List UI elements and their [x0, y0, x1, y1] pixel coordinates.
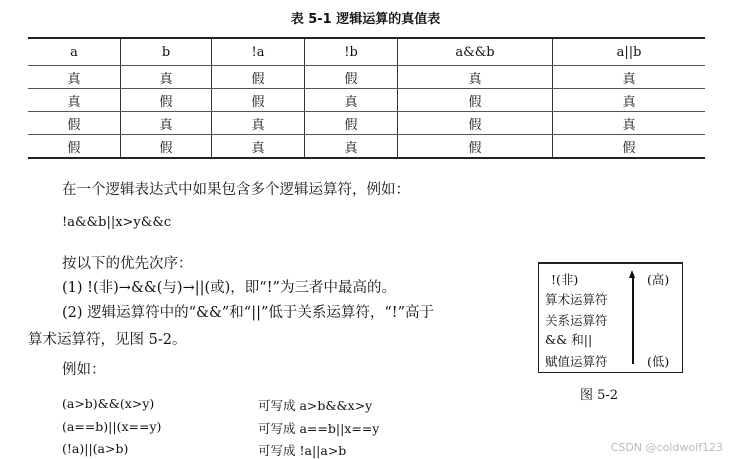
table-row	[28, 66, 705, 89]
cell: 假	[553, 135, 706, 159]
cell: 真	[121, 112, 212, 135]
cell: 真	[553, 66, 706, 89]
paragraph: 按以下的优先次序：	[62, 256, 193, 272]
cell: 真	[28, 89, 121, 112]
cell: 真	[553, 89, 706, 112]
header-cell: a&&b	[398, 38, 553, 66]
cell: 假	[212, 89, 305, 112]
figure-caption: 图 5-2	[580, 388, 619, 403]
figure-item: && 和||	[545, 332, 593, 347]
cell: 真	[212, 112, 305, 135]
cell: 真	[212, 135, 305, 159]
cell: 假	[121, 89, 212, 112]
high-label: (高)	[647, 272, 670, 287]
cell: 真	[553, 112, 706, 135]
cell: 假	[398, 135, 553, 159]
cell: 真	[305, 89, 398, 112]
figure-item: 算术运算符	[545, 292, 608, 307]
cell: 真	[305, 135, 398, 159]
paragraph: (1) !(非)→&&(与)→||(或)，即“!”为三者中最高的。	[62, 280, 396, 296]
paragraph: 算术运算符，见图 5-2。	[28, 332, 187, 348]
cell: 假	[212, 66, 305, 89]
table-header-row	[28, 38, 705, 66]
cell: 假	[121, 135, 212, 159]
figure-item: 关系运算符	[545, 313, 608, 328]
header-cell: b	[121, 38, 212, 66]
paragraph: 在一个逻辑表达式中如果包含多个逻辑运算符，例如：	[62, 182, 410, 198]
cell: 假	[305, 66, 398, 89]
paragraph: (2) 逻辑运算符中的“&&”和“||”低于关系运算符，“!”高于	[62, 305, 435, 321]
example-expression: (!a)||(a>b)	[62, 441, 129, 456]
header-cell: !a	[212, 38, 305, 66]
table-title: 表 5-1 逻辑运算的真值表	[290, 12, 441, 27]
cell: 假	[305, 112, 398, 135]
arrow-up-icon	[632, 274, 634, 364]
table-row	[28, 112, 705, 135]
example-equivalent: 可写成 a==b||x==y	[258, 421, 380, 436]
paragraph: 例如：	[62, 362, 106, 378]
figure-item: 赋值运算符	[545, 354, 608, 369]
truth-table	[28, 37, 705, 159]
example-expression: (a>b)&&(x>y)	[62, 396, 155, 411]
example-expression: (a==b)||(x==y)	[62, 419, 162, 434]
table-row	[28, 135, 705, 159]
example-equivalent: 可写成 a>b&&x>y	[258, 398, 373, 413]
cell: 真	[28, 66, 121, 89]
cell: 真	[121, 66, 212, 89]
table-row	[28, 89, 705, 112]
low-label: (低)	[647, 354, 670, 369]
example-equivalent: 可写成 !a||a>b	[258, 443, 347, 458]
cell: 假	[398, 112, 553, 135]
figure-item: !(非)	[551, 272, 579, 287]
watermark: CSDN @coldwolf123	[610, 441, 723, 454]
header-cell: a||b	[553, 38, 706, 66]
code-expression: !a&&b||x>y&&c	[62, 215, 172, 230]
header-cell: !b	[305, 38, 398, 66]
precedence-figure	[538, 262, 683, 373]
cell: 真	[398, 66, 553, 89]
cell: 假	[28, 112, 121, 135]
cell: 假	[398, 89, 553, 112]
header-cell: a	[28, 38, 121, 66]
cell: 假	[28, 135, 121, 159]
